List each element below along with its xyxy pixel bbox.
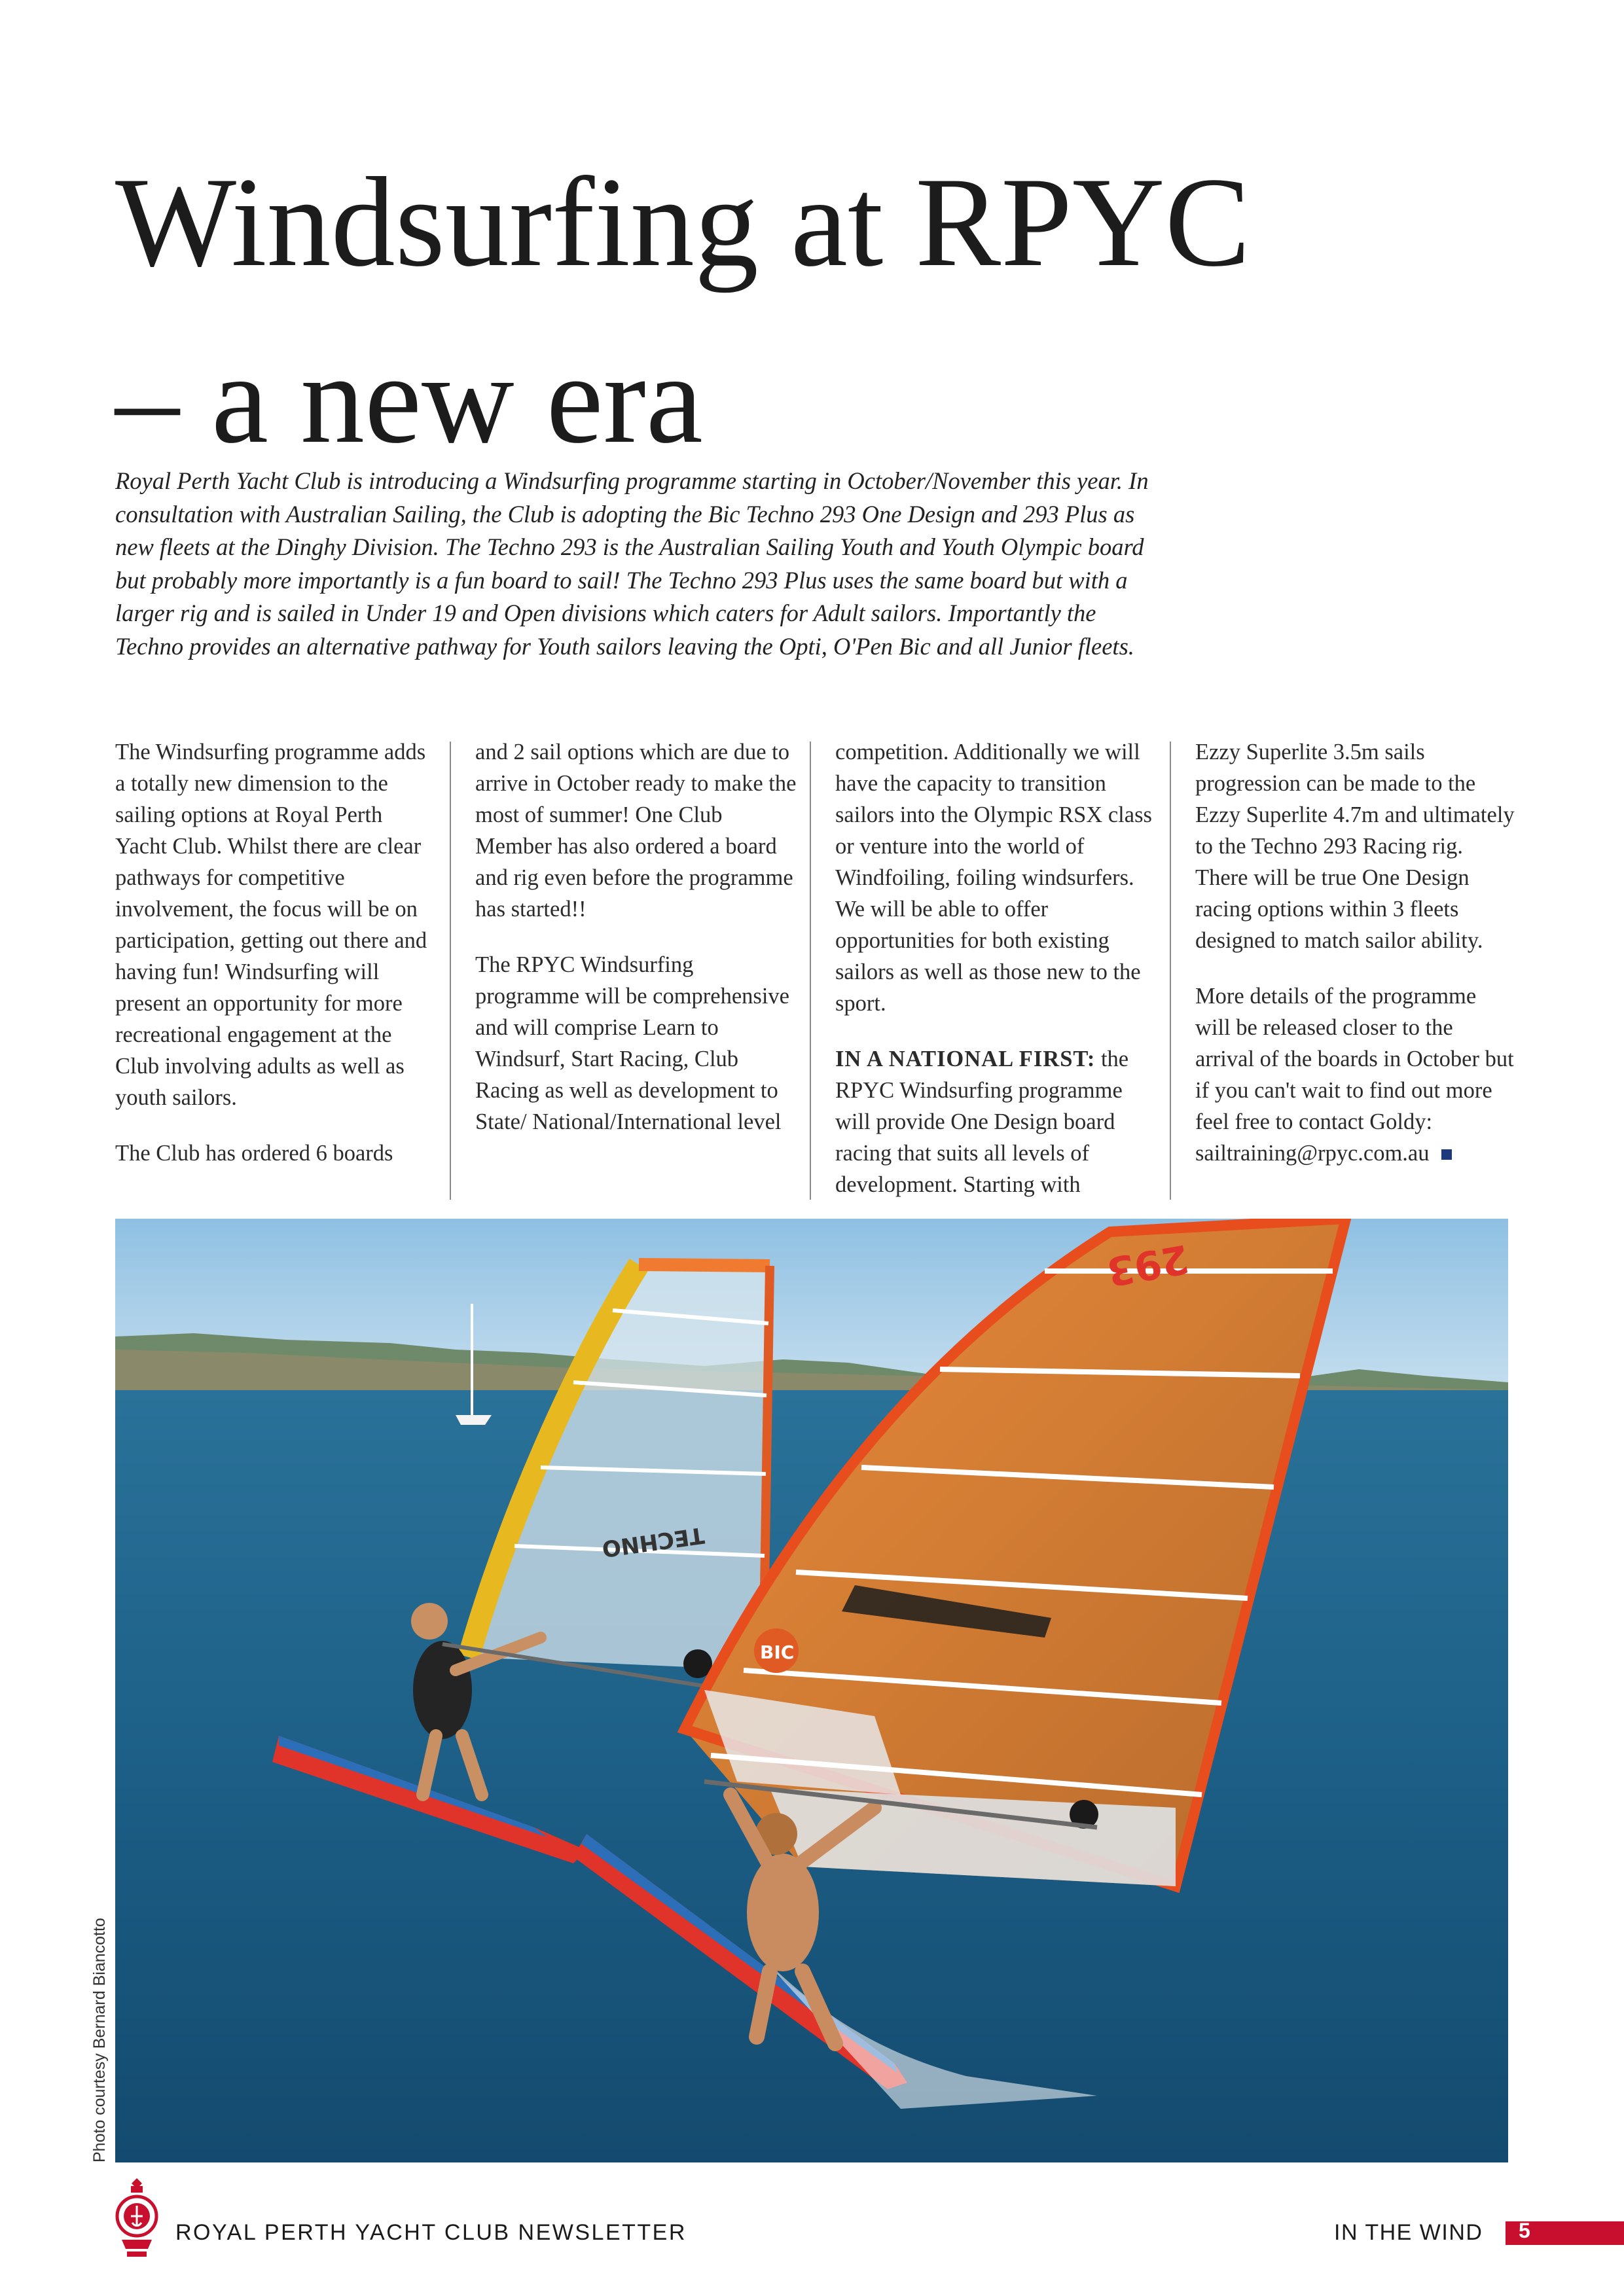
body-column-4 bbox=[1195, 736, 1516, 1204]
column-1-paragraph-2: The Club has ordered 6 boards bbox=[115, 1141, 393, 1166]
windsurfing-photo bbox=[115, 1219, 1508, 2162]
column-2-paragraph-2: The RPYC Windsurfing programme will be comprehensive and will comprise Learn to Windsurf, Start Racing, Club Racing as well as development to State/ National/International level bbox=[475, 952, 789, 1134]
column-divider bbox=[810, 742, 811, 1200]
bic-sail-logo bbox=[754, 1628, 799, 1673]
column-divider bbox=[450, 742, 451, 1200]
techno-sail-text: TECHNO bbox=[600, 1521, 706, 1562]
sail-number-text: 293 bbox=[1103, 1235, 1193, 1295]
newsletter-name: ROYAL PERTH YACHT CLUB NEWSLETTER bbox=[175, 2220, 687, 2245]
column-divider bbox=[1170, 742, 1171, 1200]
column-4-paragraph-2 bbox=[1195, 980, 1516, 1169]
column-2-paragraph-1: and 2 sail options which are due to arrive in October ready to make the most of summer! One Club Member has also ordered a board and rig even before the programme has started!! bbox=[475, 740, 797, 922]
contact-text: More details of the programme will be released closer to the arrival of the boards in October but if you can't wait to find out more feel free to contact Goldy: sailtraining@rpyc.com.au bbox=[1195, 984, 1514, 1166]
svg-text:BIC: BIC bbox=[760, 1641, 795, 1663]
page-number: 5 bbox=[1519, 2219, 1530, 2242]
body-column-1 bbox=[115, 736, 437, 1204]
column-1-paragraph-1: The Windsurfing programme adds a totally new dimension to the sailing options at Royal Perth Yacht Club. Whilst there are clear pathways for competitive involvement, the focus will be on participation, getting out there and having fun! Windsurfing will present an opportunity for more recreational engagement at the Club involving adults as well as youth sailors. bbox=[115, 740, 427, 1110]
column-4-paragraph-1: Ezzy Superlite 3.5m sails progression can be made to the Ezzy Superlite 4.7m and ultimately to the Techno 293 Racing rig. There will be true One Design racing options within 3 fleets designed to match sailor ability. bbox=[1195, 740, 1515, 953]
title-line-2: – a new era bbox=[115, 328, 703, 470]
photo-credit: Photo courtesy Bernard Biancotto bbox=[90, 1918, 109, 2162]
section-name: IN THE WIND bbox=[1334, 2220, 1483, 2245]
article-body bbox=[115, 736, 1515, 1204]
article-intro: Royal Perth Yacht Club is introducing a Windsurfing programme starting in October/November this year. In consultation with Australian Sailing, the Club is adopting the Bic Techno 293 One Design and 293 Plus as new fleets at the Dinghy Division. The Techno 293 is the Australian Sailing Youth and Youth Olympic board but probably more importantly is a fun board to sail! The Techno 293 Plus uses the same board but with a larger rig and is sailed in Under 19 and Open divisions which caters for Adult sailors. Importantly the Techno provides an alternative pathway for Youth sailors leaving the Opti, O'Pen Bic and all Junior fleets. bbox=[115, 467, 1149, 660]
column-3-paragraph-2 bbox=[835, 1043, 1157, 1200]
national-first-lead: IN A NATIONAL FIRST: bbox=[835, 1047, 1096, 1071]
windsurfers-illustration bbox=[115, 1219, 1508, 2162]
title-line-1: Windsurfing at RPYC bbox=[115, 151, 1251, 293]
club-crest-icon bbox=[115, 2177, 158, 2262]
body-column-3 bbox=[835, 736, 1157, 1204]
article-title bbox=[115, 134, 1359, 488]
end-of-article-marker bbox=[1441, 1149, 1452, 1160]
body-column-2 bbox=[475, 736, 797, 1204]
column-3-paragraph-1: competition. Additionally we will have the capacity to transition sailors into the Olympic RSX class or venture into the world of Windfoiling, foiling windsurfers. We will be able to offer opportunities for both existing sailors as well as those new to the sport. bbox=[835, 740, 1152, 1016]
national-first-text: the RPYC Windsurfing programme will provide One Design board racing that suits all levels of development. Starting with bbox=[835, 1047, 1129, 1197]
